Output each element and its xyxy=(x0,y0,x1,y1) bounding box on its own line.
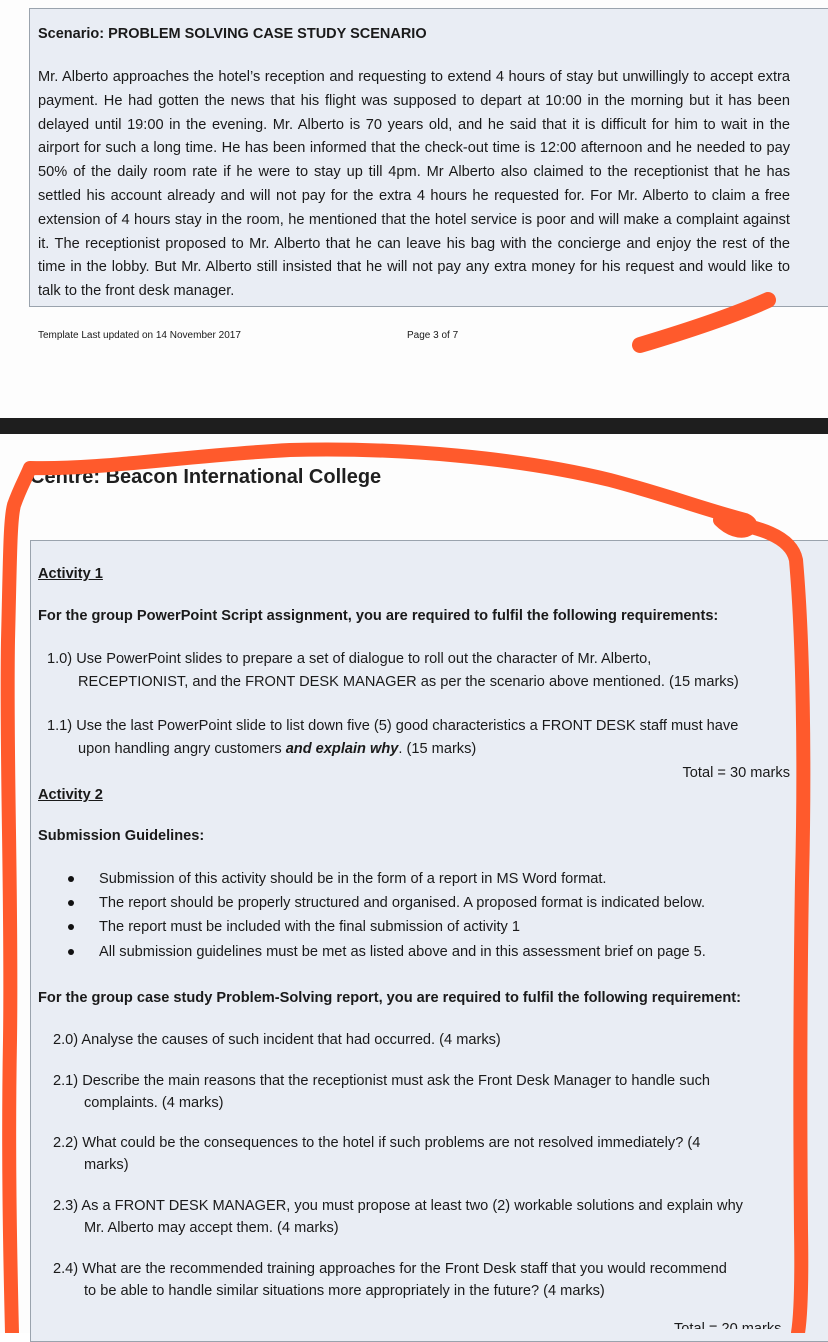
guideline-1: Submission of this activity should be in the form of a report in MS Word format. xyxy=(99,871,607,887)
page-number: Page 3 of 7 xyxy=(407,330,459,341)
guideline-4: All submission guidelines must be met as listed above and in this assessment brief on page 5. xyxy=(99,944,706,960)
scenario-title: Scenario: PROBLEM SOLVING CASE STUDY SCENARIO xyxy=(38,26,427,42)
activity-1-heading: Activity 1 xyxy=(38,566,103,582)
activity-1-total: Total = 30 marks xyxy=(682,765,790,781)
scenario-text: Mr. Alberto approaches the hotel’s reception and requesting to extend 4 hours of stay but unwillingly to accept extra payment. He had gotten the news that his flight was supposed to depart at 10:00 in the morning but it has been delayed until 19:00 in the evening. Mr. Alberto is 70 years old, and he said that it is difficult for him to wait in the airport for such a long time. He has been informed that the check-out time is 12:00 afternoon and he needed to pay 50% of the daily room rate if he were to stay up till 4pm. Mr Alberto also claimed to the receptionist that he has settled his account already and will not pay for the extra 4 hours he requested for. For Mr. Alberto to claim a free extension of 4 hours stay in the room, he mentioned that the hotel service is poor and will make a complaint against it. The receptionist proposed to Mr. Alberto that he can leave his bag with the concierge and enjoy the rest of the time in the lobby. But Mr. Alberto still insisted that he will not pay any extra money for his request and would like to talk to the front desk manager. xyxy=(38,69,790,300)
template-footer: Template Last updated on 14 November 2017 xyxy=(38,330,241,341)
item-2-1-line1: 2.1) Describe the main reasons that the receptionist must ask the Front Desk Manager to handle such xyxy=(53,1073,711,1089)
activity-2-intro: For the group case study Problem-Solving report, you are required to fulfil the following requirement: xyxy=(38,990,742,1006)
centre-label: Centre: Beacon International College xyxy=(30,466,382,488)
item-2-3-line2: Mr. Alberto may accept them. (4 marks) xyxy=(84,1220,339,1236)
item-2-1-line2: complaints. (4 marks) xyxy=(84,1095,224,1111)
item-2-4-line2: to be able to handle similar situations more appropriately in the future? (4 marks) xyxy=(84,1283,605,1299)
item-2-2-line1: 2.2) What could be the consequences to the hotel if such problems are not resolved immediately? (4 xyxy=(53,1135,701,1151)
item-1-0-line1: 1.0) Use PowerPoint slides to prepare a set of dialogue to roll out the character of Mr. Alberto, xyxy=(47,651,652,667)
item-1-1-marks: . (15 marks) xyxy=(398,741,477,757)
highlight-outline xyxy=(8,450,804,1333)
item-1-1-emphasis: and explain why xyxy=(285,741,399,757)
submission-guidelines-heading: Submission Guidelines: xyxy=(38,828,205,844)
item-2-3-line1: 2.3) As a FRONT DESK MANAGER, you must propose at least two (2) workable solutions and explain why xyxy=(53,1198,743,1214)
activity-2-heading: Activity 2 xyxy=(38,787,103,803)
item-2-0: 2.0) Analyse the causes of such incident that had occurred. (4 marks) xyxy=(53,1032,501,1048)
activity-1-intro: For the group PowerPoint Script assignment, you are required to fulfil the following requirements: xyxy=(38,608,719,624)
item-1-1-text: upon handling angry customers xyxy=(78,741,286,757)
item-2-2-line2: marks) xyxy=(84,1157,129,1173)
item-2-4-line1: 2.4) What are the recommended training approaches for the Front Desk staff that you would recommend xyxy=(53,1261,727,1277)
guideline-3: The report must be included with the final submission of activity 1 xyxy=(99,919,520,935)
underline-stroke xyxy=(640,300,768,345)
guideline-2: The report should be properly structured and organised. A proposed format is indicated below. xyxy=(99,895,706,911)
item-1-0-line2: RECEPTIONIST, and the FRONT DESK MANAGER as per the scenario above mentioned. (15 marks) xyxy=(78,674,739,690)
item-1-1-line1: 1.1) Use the last PowerPoint slide to list down five (5) good characteristics a FRONT DESK staff must have xyxy=(47,718,739,734)
